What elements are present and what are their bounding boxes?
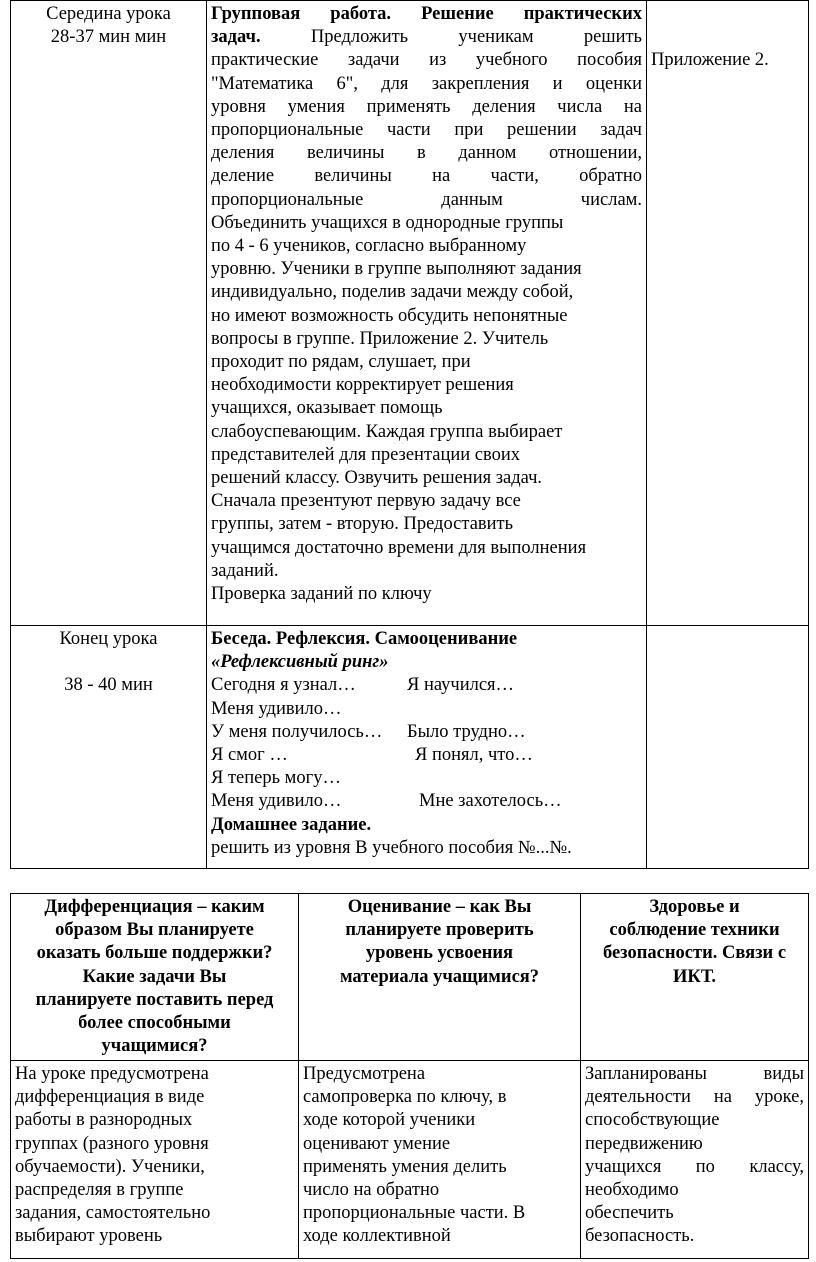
prompt-row [211, 721, 642, 744]
assessment-table [10, 893, 809, 1259]
prompt-row [211, 744, 642, 767]
prompt-left: Меня удивило… [211, 791, 342, 812]
prompt-row [211, 698, 642, 721]
activity-line: "Математика 6", для закрепления и оценки [211, 73, 642, 94]
cell-line: дифференциация в виде [15, 1087, 205, 1108]
table-row [11, 1061, 809, 1259]
cell-assessment [299, 1061, 581, 1259]
activity-line: учащимся достаточно времени для выполнения [211, 537, 587, 558]
reflection-prompts [211, 674, 642, 813]
activity-line: но имеют возможность обсудить непонятные [211, 305, 568, 326]
cell-health-safety [581, 1061, 809, 1259]
cell-line: безопасность. [585, 1226, 695, 1247]
header-line: планируете проверить [345, 920, 534, 941]
cell-line: число на обратно [303, 1180, 440, 1201]
prompt-row [211, 790, 642, 813]
homework-title: Домашнее задание. [211, 814, 372, 835]
activity-line: заданий. [211, 560, 279, 581]
cell-differentiation [11, 1061, 299, 1259]
cell-line: ходе которой ученики [303, 1110, 476, 1131]
cell-line: выбирают уровень [15, 1226, 163, 1247]
prompt-right: Мне захотелось… [419, 791, 562, 812]
activity-line: Проверка заданий по ключу [211, 584, 432, 605]
header-line: уровень усвоения [365, 943, 514, 964]
activity-line: деления величины в данном отношении, [211, 143, 642, 164]
cell-line: деятельности на уроке, [585, 1087, 804, 1108]
activity-line: уровню. Ученики в группе выполняют задания [211, 259, 582, 280]
activity-heading: Групповая работа. Решение практических [211, 4, 642, 24]
prompt-row [211, 674, 642, 697]
activity-line-text: Предложить ученикам решить [310, 27, 642, 48]
activity-line: по 4 - 6 учеников, согласно выбранному [211, 236, 527, 257]
prompt-left: У меня получилось… [211, 721, 383, 742]
activity-line: индивидуально, поделив задачи между собой, [211, 282, 574, 303]
cell-line: передвижению [585, 1133, 703, 1154]
header-row [11, 894, 809, 1061]
header-line: учащимися? [101, 1036, 208, 1057]
table-row-end [11, 626, 809, 869]
activity-line: вопросы в группе. Приложение 2. Учитель [211, 328, 549, 349]
activity-line [211, 3, 642, 26]
resources-cell [647, 626, 809, 869]
cell-line: применять умения делить [303, 1156, 507, 1177]
activity-line: проходит по рядам, слушает, при [211, 352, 471, 373]
cell-line: задания, самостоятельно [15, 1203, 211, 1224]
activity-line: деление величины на части, обратно [211, 166, 642, 187]
stage-name: Конец урока [59, 629, 158, 649]
header-line: оказать больше поддержки? [36, 943, 273, 964]
activity-line: Сначала презентуют первую задачу все [211, 491, 521, 512]
cell-line: обучаемости). Ученики, [15, 1156, 205, 1177]
prompt-left: Меня удивило… [211, 698, 342, 719]
activity-line: пропорциональные данным числам. [211, 189, 642, 210]
stage-name: Середина урока [46, 4, 171, 24]
stage-time: 28-37 мин мин [50, 27, 167, 48]
header-line: материала учащимися? [339, 966, 540, 987]
cell-line: распределяя в группе [15, 1180, 184, 1201]
cell-line: На уроке предусмотрена [15, 1064, 209, 1084]
header-line: Дифференциация – каким [44, 897, 265, 917]
activity-line: пропорциональные части при решении задач [211, 120, 642, 141]
cell-line: способствующие [585, 1110, 720, 1131]
header-line: образом Вы планируете [55, 920, 254, 941]
activity-line: Объединить учащихся в однородные группы [211, 212, 564, 233]
prompt-row [211, 767, 642, 790]
header-differentiation [11, 894, 299, 1061]
header-line: Какие задачи Вы [82, 966, 227, 987]
activity-line: учащихся, оказывает помощь [211, 398, 443, 419]
header-line: ИКТ. [673, 966, 716, 987]
header-line: Оценивание – как Вы [347, 897, 532, 917]
activity-line [211, 26, 642, 49]
cell-line: оценивают умение [303, 1133, 451, 1154]
activity-line: решений классу. Озвучить решения задач. [211, 468, 543, 489]
header-line: более способными [78, 1013, 231, 1034]
reflection-cell [207, 626, 647, 869]
cell-line: Предусмотрена [303, 1064, 426, 1084]
cell-line: учащихся по классу, [585, 1156, 804, 1177]
cell-line: необходимо [585, 1180, 679, 1201]
resources-cell [647, 1, 809, 626]
prompt-left: Я теперь могу… [211, 768, 341, 789]
activity-line: практические задачи из учебного пособия [211, 50, 642, 71]
prompt-right: Было трудно… [407, 721, 526, 742]
cell-line: группах (разного уровня [15, 1133, 209, 1154]
reflection-title: Беседа. Рефлексия. Самооценивание [211, 629, 518, 649]
activity-line: слабоуспевающим. Каждая группа выбирает [211, 421, 563, 442]
activity-heading: задач. [211, 27, 261, 48]
cell-line: Запланированы виды [585, 1064, 804, 1084]
cell-line: самопроверка по ключу, в [303, 1087, 507, 1108]
header-line: соблюдение техники [609, 920, 780, 941]
activity-line: необходимости корректирует решения [211, 375, 514, 396]
cell-line: пропорциональные части. В [303, 1203, 526, 1224]
prompt-left: Сегодня я узнал… [211, 675, 356, 696]
resources-text: Приложение 2. [651, 50, 769, 70]
activity-line: представителей для презентации своих [211, 444, 521, 465]
prompt-left: Я смог … [211, 745, 288, 766]
reflection-subtitle: «Рефлексивный ринг» [211, 652, 389, 673]
header-line: безопасности. Связи с [602, 943, 787, 964]
cell-line: ходе коллективной [303, 1226, 451, 1247]
stage-cell [11, 1, 207, 626]
header-health-safety [581, 894, 809, 1061]
table-row-middle [11, 1, 809, 626]
prompt-right: Я научился… [407, 675, 515, 696]
stage-time: 38 - 40 мин [64, 675, 153, 696]
activity-cell [207, 1, 647, 626]
header-line: планируете поставить перед [35, 989, 274, 1010]
header-assessment [299, 894, 581, 1061]
header-line: Здоровье и [649, 897, 740, 917]
cell-line: обеспечить [585, 1203, 674, 1224]
prompt-right: Я понял, что… [415, 745, 533, 766]
activity-line: уровня умения применять деления числа на [211, 96, 642, 117]
activity-line: группы, затем - вторую. Предоставить [211, 514, 514, 535]
lesson-plan-table [10, 0, 809, 869]
homework-text: решить из уровня В учебного пособия №...№. [211, 837, 572, 858]
stage-cell [11, 626, 207, 869]
activity-text [211, 3, 642, 606]
cell-line: работы в разнородных [15, 1110, 193, 1131]
